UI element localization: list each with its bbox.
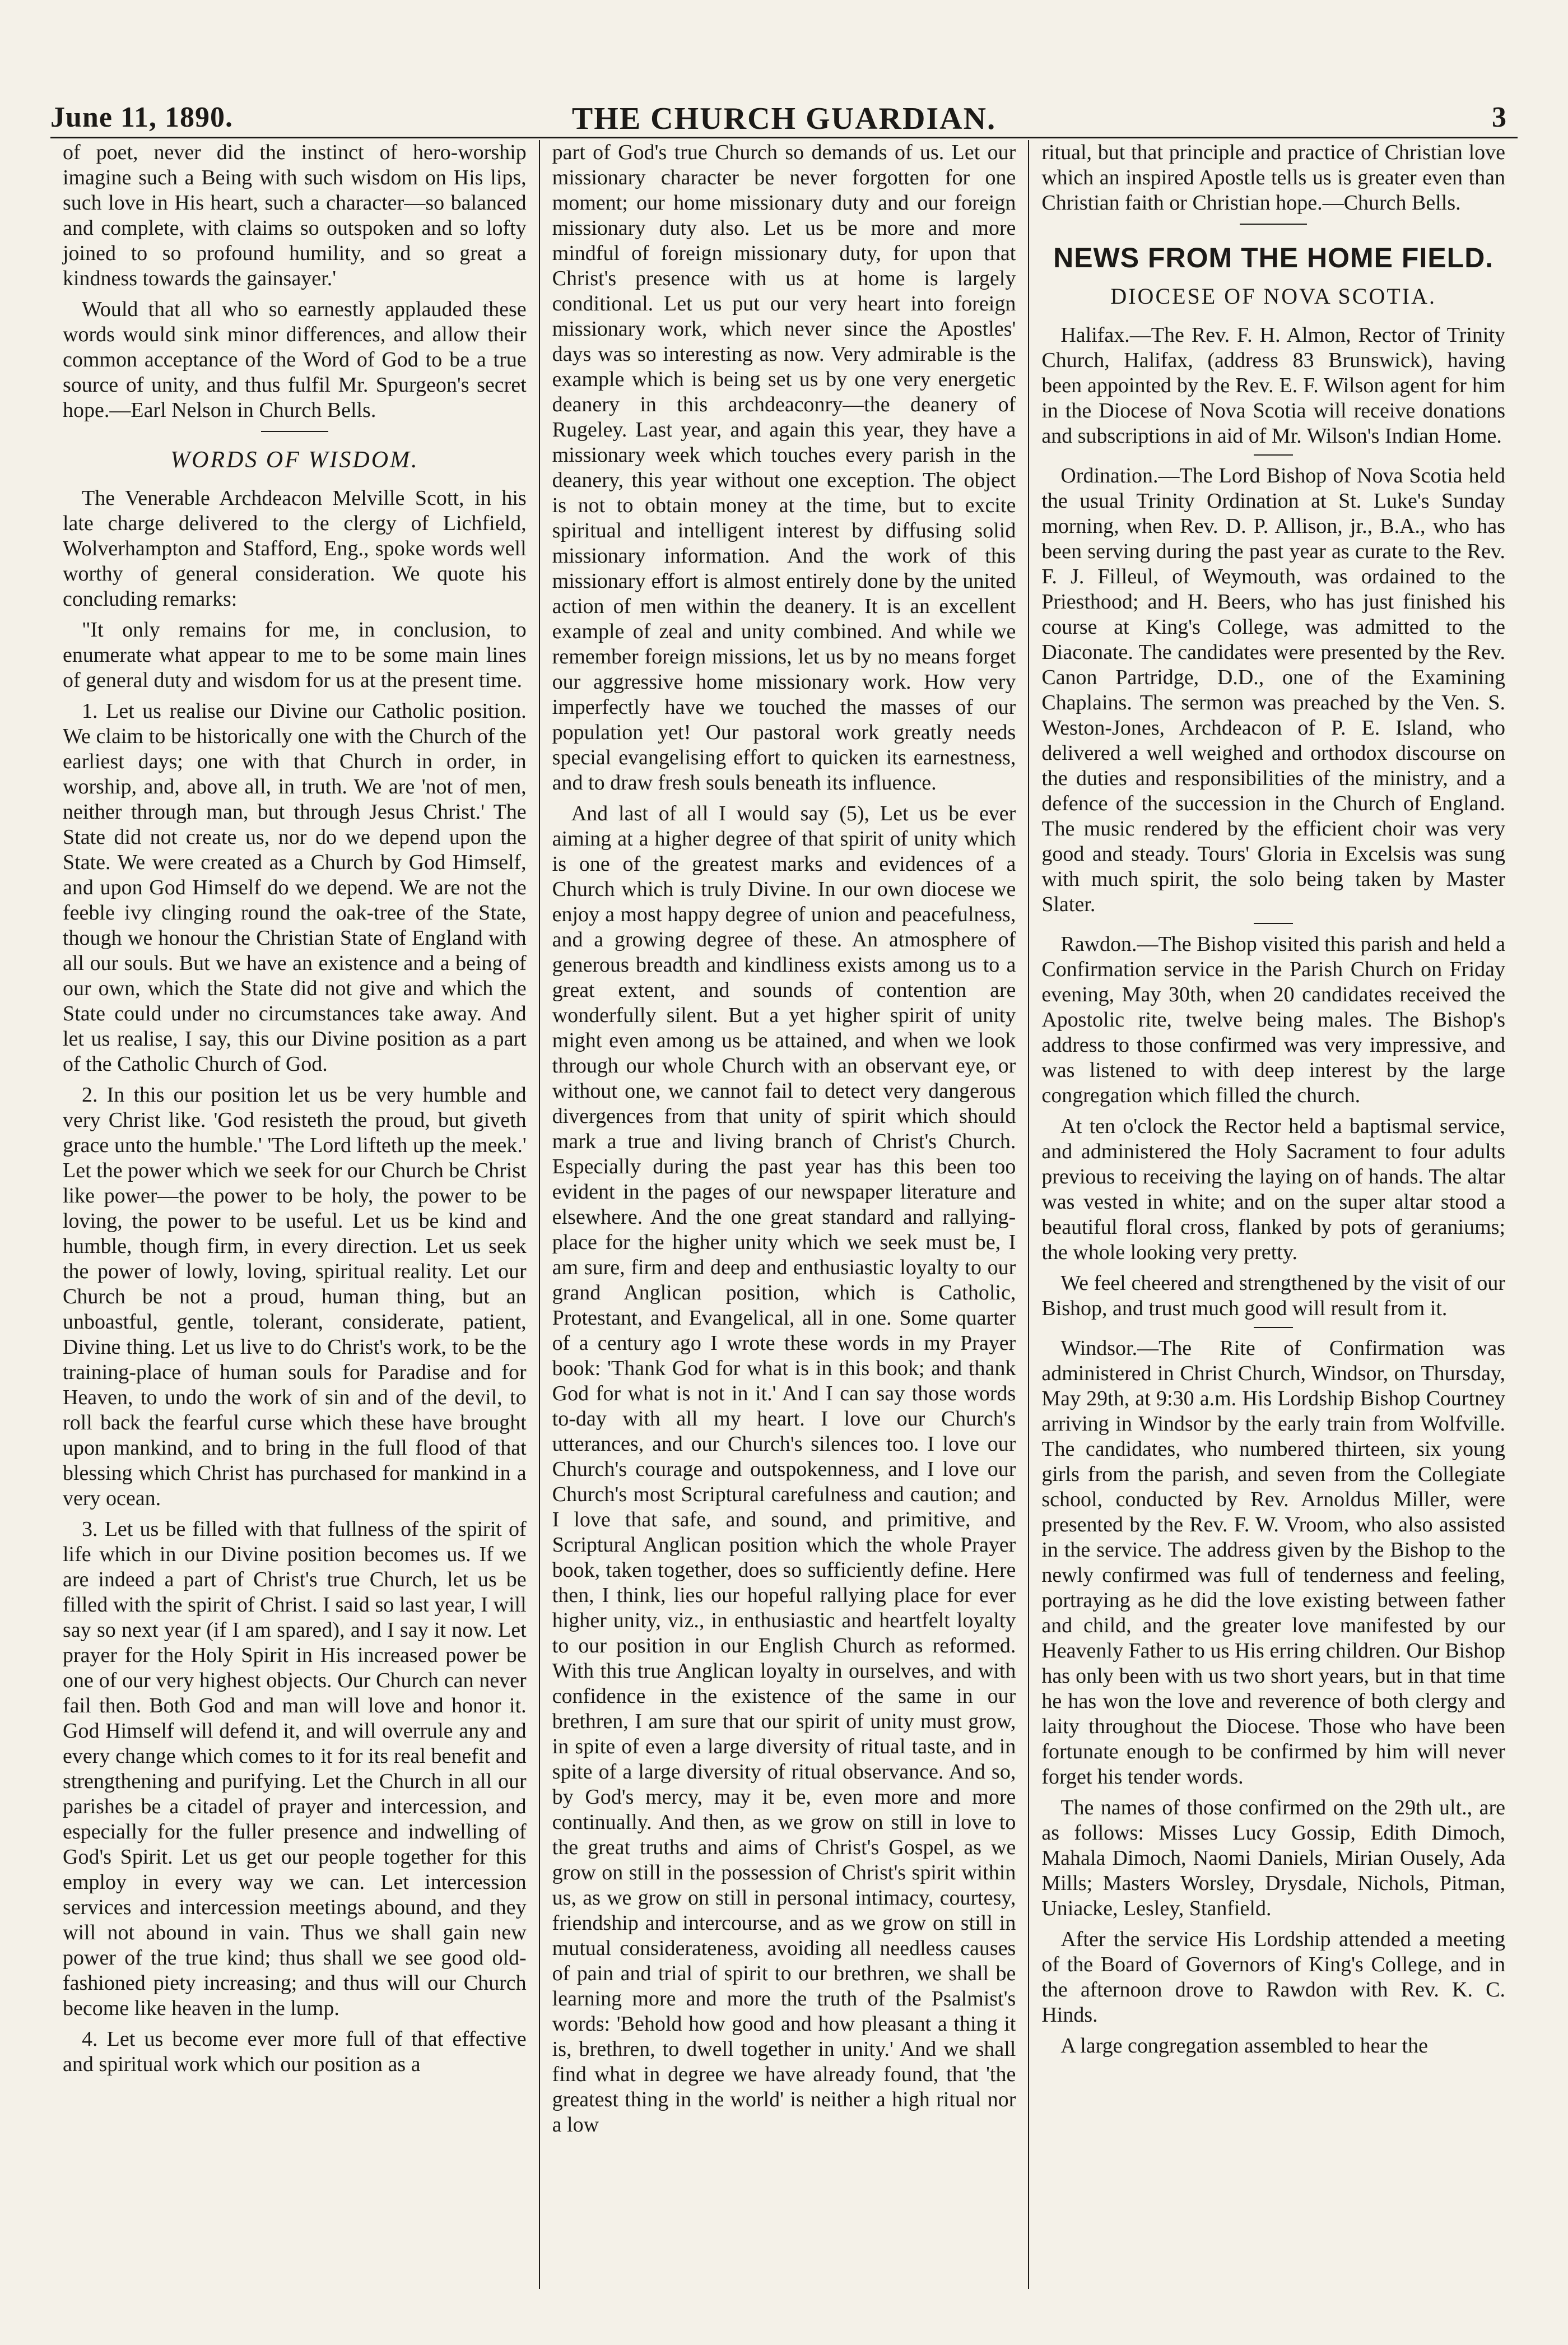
paragraph: part of God's true Church so demands of us. Let our missionary character be never forgotten for one moment; our home missionary duty and our foreign missionary duty also. Let us be more and more mindful of foreign missionary duty, for upon that Christ's presence with us at home is largely conditional. Let us put our very heart into foreign missionary work, which never since the Apostles' days was so interesting as now. Very admirable is the example which is being set us by one very energetic deanery in this archdeaconry—the deanery of Rugeley. Last year, and again this year, they have a missionary week which touches every parish in the deanery, this year without one exception. The object is not to obtain money at the time, but to excite spiritual and intelligent interest by diffusing solid missionary information. And the work of this missionary effort is almost entirely done by the united action of men within the deanery. It is an excellent example of zeal and unity combined. And while we remember foreign missions, let us by no means forget our aggressive home missionary work. How very imperfectly have we touched the masses of our population yet! Our pastoral work greatly needs special evangelising effort to quicken its earnestness, and to draw fresh souls beneath its influence. [552,141,1016,795]
column-2 [539,140,1029,2289]
article-columns [50,140,1518,2289]
section-title-news-from-home-field: NEWS FROM THE HOME FIELD. [1053,242,1494,273]
divider [261,431,328,432]
paragraph: Halifax.—The Rev. F. H. Almon, Rector of Trinity Church, Halifax, (address 83 Brunswick), having been appointed by the Rev. E. F. Wilson agent for him in the Diocese of Nova Scotia will receive donations and subscriptions in aid of Mr. Wilson's Indian Home. [1041,323,1506,448]
paragraph: The Venerable Archdeacon Melville Scott, in his late charge delivered to the clergy of Lichfield, Wolverhampton and Stafford, Eng., spoke words well worthy of general consideration. We quote his concluding remarks: [63,486,527,611]
paragraph: After the service His Lordship attended a meeting of the Board of Governors of King's College, and in the afternoon drove to Rawdon with Rev. K. C. Hinds. [1041,1928,1506,2027]
paper-title: THE CHURCH GUARDIAN. [571,101,997,136]
masthead [50,84,1518,140]
divider [1254,923,1293,924]
paragraph: of poet, never did the instinct of hero-worship imagine such a Being with such wisdom on His lips, such love in His heart, such a character—so balanced and complete, with claims so outspoken and so lofty joined to so profound humility, and so great a kindness towards the gainsayer.' [63,141,527,290]
paragraph: 3. Let us be filled with that fullness of the spirit of life which in our Divine position becomes us. If we are indeed a part of Christ's true Church, let us be filled with the spirit of Christ. I said so last year, I will say so next year (if I am spared), and I say it now. Let prayer for the Holy Spirit in His increased power be one of our very highest objects. Our Church can never fail then. Both God and man will love and honor it. God Himself will defend it, and will overrule any and every change which comes to it for its real benefit and strengthening and purifying. Let the Church in all our parishes be a citadel of prayer and intercession, and especially for the fuller presence and indwelling of God's Spirit. Let us get our people together for this employ in every way we can. Let intercession services and intercession meetings abound, and they will not abound in vain. Thus we shall gain new power of the true kind; thus shall we see good old-fashioned piety increasing; and thus will our Church become like heaven in the lump. [63,1517,527,2020]
subsection-title-diocese: DIOCESE OF NOVA SCOTIA. [1110,284,1436,309]
paragraph: 4. Let us become ever more full of that effective and spiritual work which our position as a [63,2027,527,2076]
paragraph: ritual, but that principle and practice of Christian love which an inspired Apostle tells us is greater even than Christian faith or Christian hope.—Church Bells. [1041,141,1506,215]
paragraph: Rawdon.—The Bishop visited this parish and held a Confirmation service in the Parish Church on Friday evening, May 30th, when 20 candidates received the Apostolic rite, twelve being males. The Bishop's address to those confirmed was very impressive, and was listened to with deep interest by the large congregation which filled the church. [1041,932,1506,1107]
paragraph: "It only remains for me, in conclusion, to enumerate what appear to me to be some main lines of general duty and wisdom for us at the present time. [63,618,527,692]
masthead-rule [50,137,1518,138]
paragraph: Would that all who so earnestly applauded these words would sink minor differences, and allow their common acceptance of the Word of God to be a true source of unity, and thus fulfil Mr. Spurgeon's secret hope.—Earl Nelson in Church Bells. [63,298,527,422]
divider [1240,224,1307,225]
paragraph: A large congregation assembled to hear the [1060,2034,1428,2058]
paragraph: Windsor.—The Rite of Confirmation was administered in Christ Church, Windsor, on Thursday, May 29th, at 9:30 a.m. His Lordship Bishop Courtney arriving in Windsor by the early train from Wolfville. The candidates, who numbered thirteen, six young girls from the parish, and seven from the Collegiate school, conducted by Rev. Arnoldus Miller, were presented by the Rev. F. W. Vroom, who also assisted in the service. The address given by the Bishop to the newly confirmed was full of tenderness and feeling, portraying as he did the love existing between father and child, and the greater love manifested by our Heavenly Father to us His erring children. Our Bishop has only been with us two short years, but in that time he has won the love and reverence of both clergy and laity throughout the Diocese. Those who have been fortunate enough to be confirmed by him will never forget his tender words. [1041,1336,1506,1789]
paragraph: And last of all I would say (5), Let us be ever aiming at a higher degree of that spirit of unity which is one of the greatest marks and evidences of a Church which is truly Divine. In our own diocese we enjoy a most happy degree of union and peacefulness, and a growing degree of these. An atmosphere of generous breadth and kindliness exists among us to a great extent, and sounds of contention are wonderfully silent. But a yet higher spirit of unity might even among us be attained, and when we look through our whole Church with an observant eye, or without one, we cannot fail to detect very dangerous divergences from that unity of spirit which should mark a true and living branch of Christ's Church. Especially during the past year has this been too evident in the pages of our newspaper literature and elsewhere. And the one great standard and rallying-place for the higher unity which we seek must be, I am sure, firm and deep and enthusiastic loyalty to our grand Anglican position, which is Catholic, Protestant, and Evangelical, all in one. Some quarter of a century ago I wrote these words in my Prayer book: 'Thank God for what is in this book; and thank God for what is not in it.' And I can say those words to-day with all my heart. I love our Church's utterances, and our Church's silences too. I love our Church's courage and outspokenness, and I love our Church's most Scriptural carefulness and caution; and I love that safe, and sound, and primitive, and Scriptural Anglican position which the whole Prayer book, taken together, does so sufficiently define. Here then, I think, lies our hopeful rallying place for ever higher unity, viz., in enthusiastic and heartfelt loyalty to our position in our English Church as reformed. With this true Anglican loyalty in ourselves, and with confidence in the existence of the same in our brethren, I am sure that our spirit of unity must grow, in spite of even a large diversity of ritual taste, and in spite of a large diversity of ritual observance. And so, by God's mercy, may it be, even more and more continually. And then, as we grow on still in love to the great truths and aims of Christ's Gospel, as we grow on still in the possession of Christ's spirit within us, as we grow on still in personal intimacy, courtesy, friendship and intercourse, and as we grow on still in mutual considerateness, avoiding all needless causes of pain and trial of spirit to our brethren, we shall be learning more and more the truth of the Psalmist's words: 'Behold how good and how pleasant a thing it is, brethren, to dwell together in unity.' And we shall find what in degree we have already found, that 'the greatest thing in the world' is neither a high ritual nor a low [552,802,1016,2137]
page-number: 3 [1492,101,1506,133]
paragraph: We feel cheered and strengthened by the visit of our Bishop, and trust much good will result from it. [1041,1271,1506,1320]
paragraph: 2. In this our position let us be very humble and very Christ like. 'God resisteth the proud, but giveth grace unto the humble.' 'The Lord lifteth up the meek.' Let the power which we seek for our Church be Christ like power—the power to be holy, the power to be loving, the power to be useful. Let us be kind and humble, though firm, in every direction. Let us seek the power of lowly, loving, spiritual reality. Let our Church be not a proud, human thing, but an unboastful, gentle, tolerant, considerate, patient, Divine thing. Let us live to do Christ's work, to be the training-place of human souls for Paradise and for Heaven, to undo the work of sin and of the devil, to roll back the fearful curse which these have brought upon mankind, and to bring in the full flood of that blessing which Christ has purchased for mankind in a very ocean. [63,1083,527,1510]
divider [1254,454,1293,456]
column-1 [50,140,539,2289]
paragraph: Ordination.—The Lord Bishop of Nova Scotia held the usual Trinity Ordination at St. Luke's Sunday morning, when Rev. D. P. Allison, jr., B.A., who has been serving during the past year as curate to the Rev. F. J. Filleul, of Weymouth, was ordained to the Priesthood; and H. Beers, who has just finished his course at King's College, was admitted to the Diaconate. The candidates were presented by the Rev. Canon Partridge, D.D., one of the Examining Chaplains. The sermon was preached by the Ven. S. Weston-Jones, Archdeacon of P. E. Island, who delivered a well weighed and orthodox discourse on the duties and responsibilities of the ministry, and a defence of the succession in the Church of England. The music rendered by the efficient choir was very good and steady. Tours' Gloria in Excelsis was sung with much spirit, the solo being taken by Master Slater. [1041,464,1506,916]
divider [1254,1327,1293,1328]
paragraph: 1. Let us realise our Divine our Catholic position. We claim to be historically one with the Church of the earliest days; one with that Church in order, in worship, and, above all, in truth. We are 'not of men, neither through man, but through Jesus Christ.' The State did not create us, nor do we depend upon the State. We were created as a Church by God Himself, and upon God Himself do we depend. We are not the feeble ivy clinging round the oak-tree of the State, though we honour the Christian State of England with all our souls. But we have an existence and a being of our own, which the State did not give and which the State could under no circumstances take away. And let us realise, I say, this our Divine position as a part of the Catholic Church of God. [63,699,527,1076]
column-3 [1028,140,1518,2289]
paragraph: At ten o'clock the Rector held a baptismal service, and administered the Holy Sacrament to four adults previous to receiving the laying on of hands. The altar was vested in white; and on the super altar stood a beautiful floral cross, flanked by pots of geraniums; the whole looking very pretty. [1041,1115,1506,1264]
section-title-words-of-wisdom: WORDS OF WISDOM. [170,447,419,473]
paragraph: The names of those confirmed on the 29th ult., are as follows: Misses Lucy Gossip, Edith Dimoch, Mahala Dimoch, Naomi Daniels, Mirian Ousely, Ada Mills; Masters Worsley, Drysdale, Nichols, Pitman, Uniacke, Lesley, Stanfield. [1041,1796,1506,1920]
issue-date: June 11, 1890. [50,101,234,133]
